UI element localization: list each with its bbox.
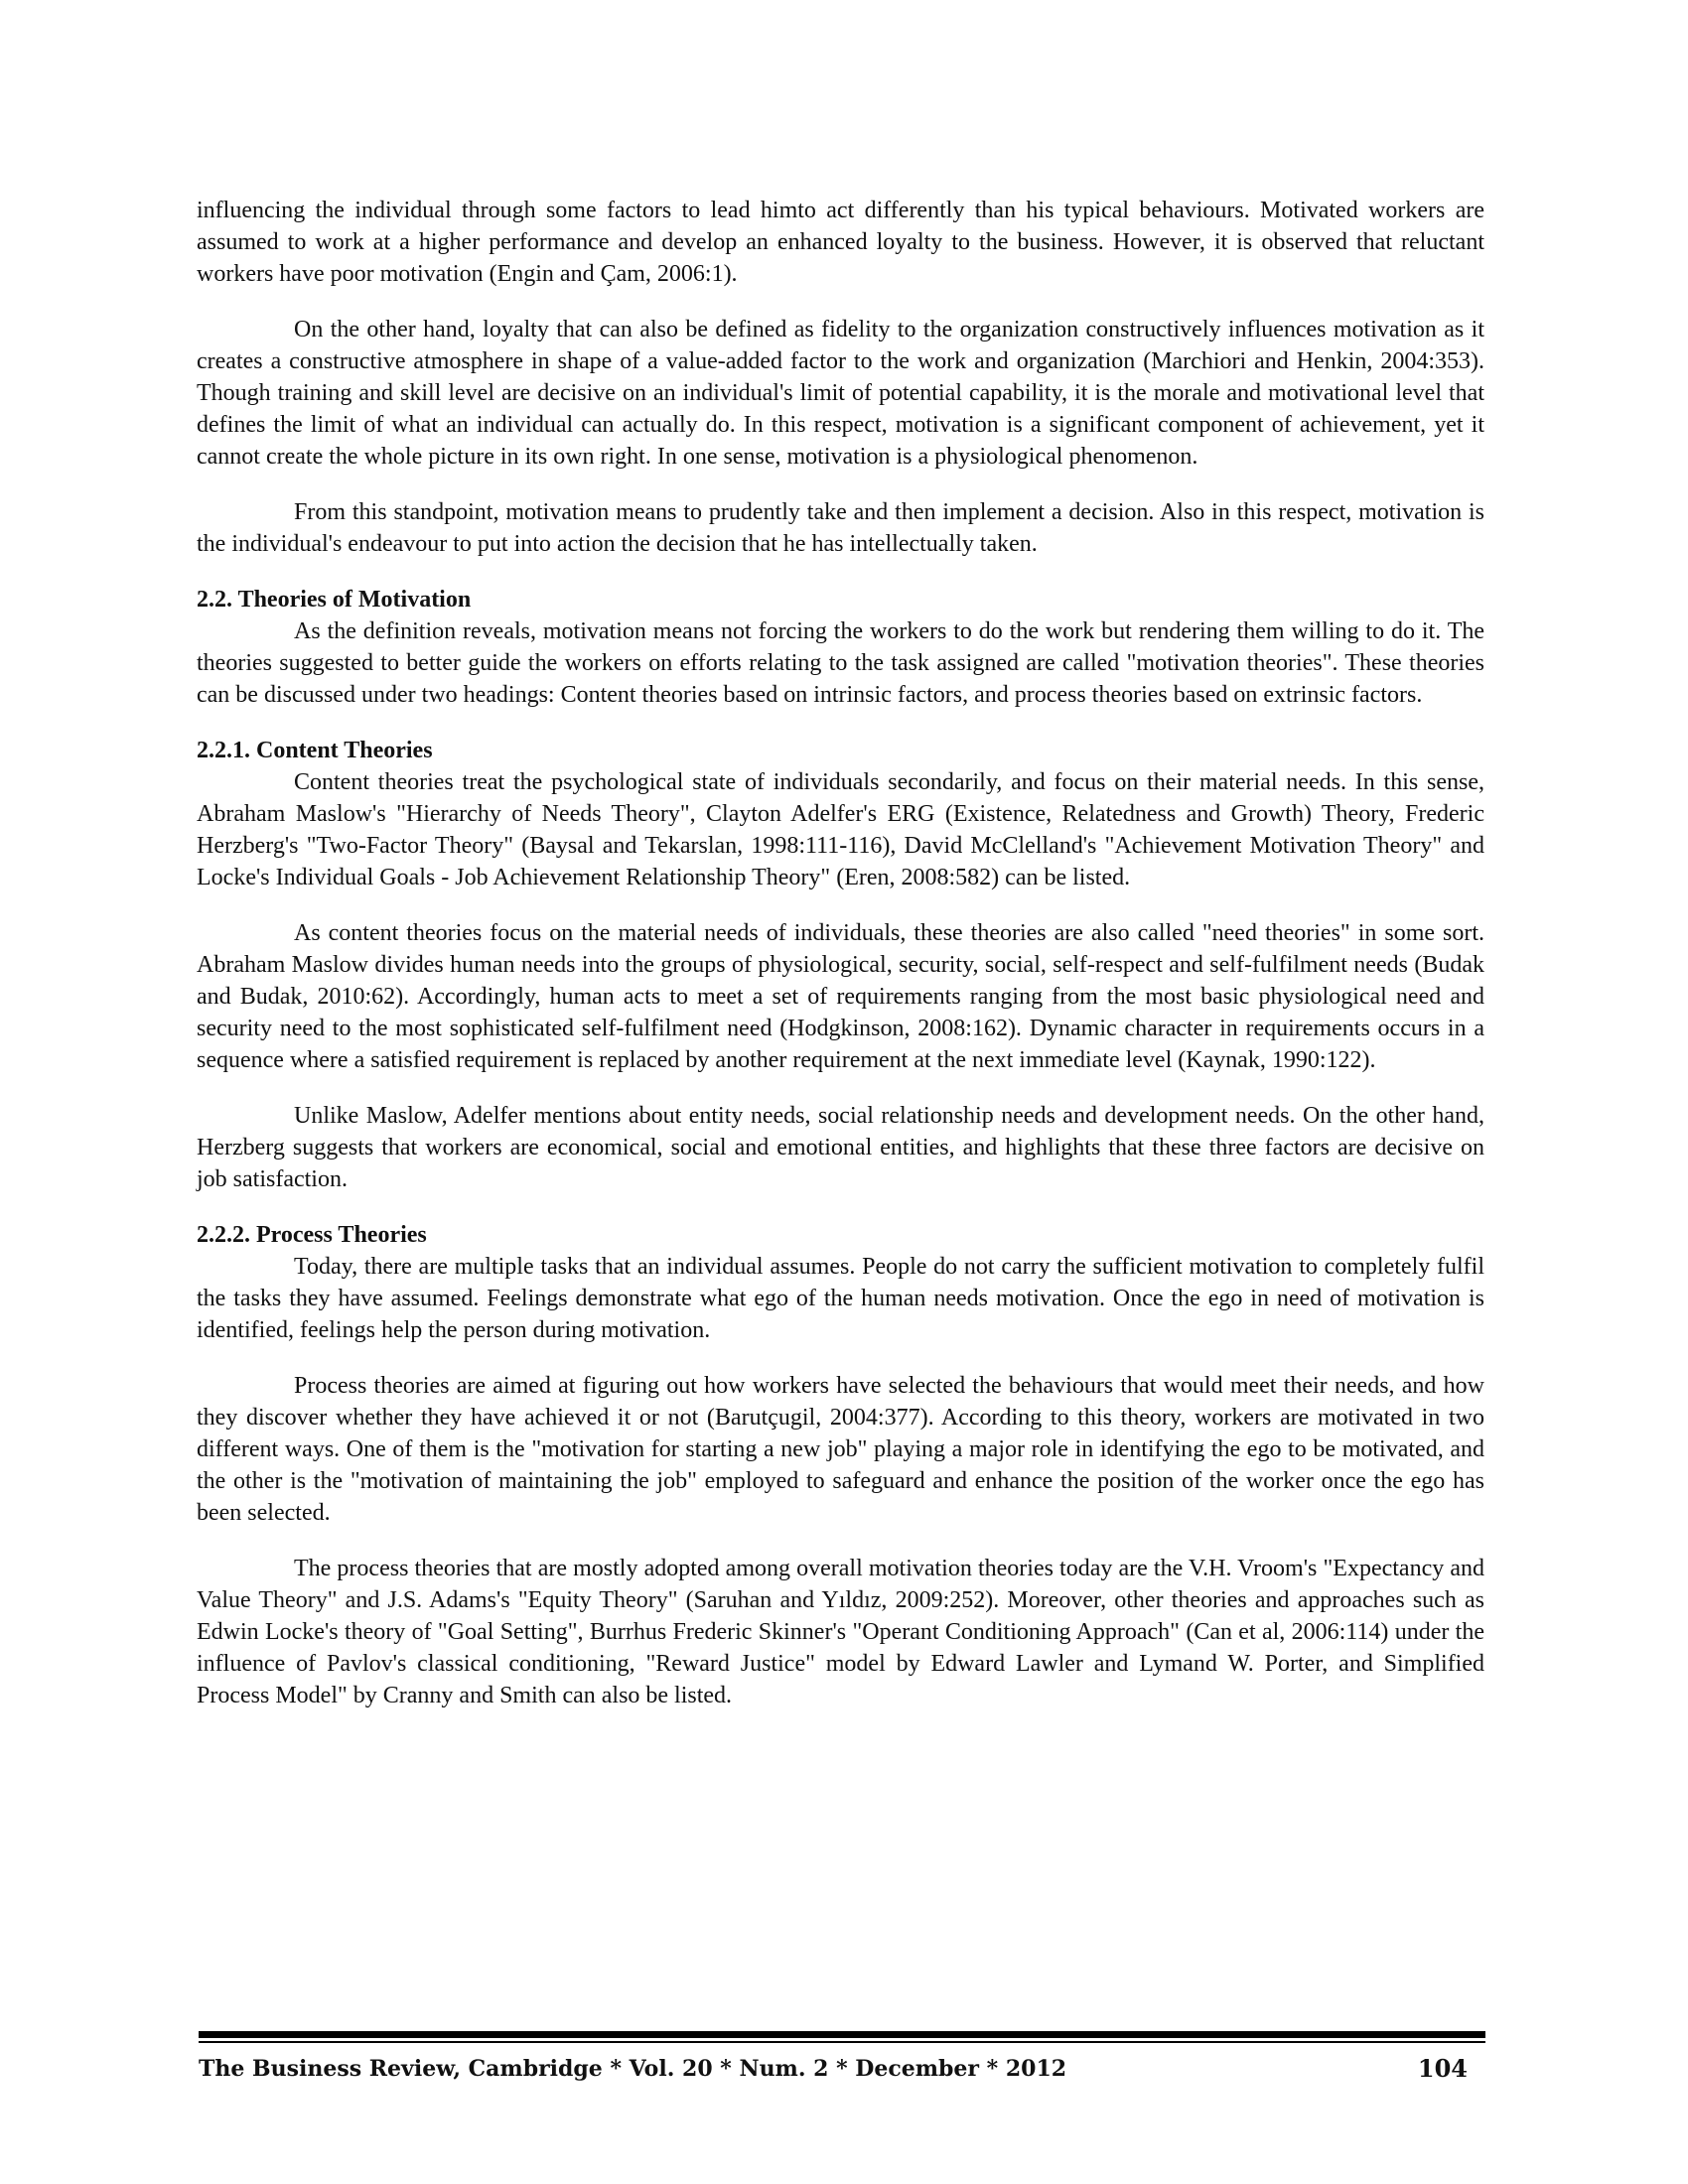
section-heading-process-theories: 2.2.2. Process Theories [197, 1222, 427, 1248]
paragraph-theories: As the definition reveals, motivation means not forcing the workers to do the work but rendering them willing to do it. The theories suggested to better guide the workers on efforts relating to the task assigned are called "motivation theories". These theories can be discussed under two headings: Content theories based on intrinsic factors, and process theories based on extrinsic factors. [197, 618, 1484, 708]
paragraph-content-theories: Content theories treat the psychological state of individuals secondarily, and focus on their material needs. In this sense, Abraham Maslow's "Hierarchy of Needs Theory", Clayton Adelfer's ERG (Existence, Relatedness and Growth) Theory, Frederic Herzberg's "Two-Factor Theory" (Baysal and Tekarslan, 1998:111-116), David McClelland's "Achievement Motivation Theory" and Locke's Individual Goals - Job Achievement Relationship Theory" (Eren, 2008:582) can be listed. [197, 769, 1484, 890]
paragraph-adelfer: Unlike Maslow, Adelfer mentions about entity needs, social relationship needs and development needs. On the other hand, Herzberg suggests that workers are economical, social and emotional entities, and highlights that these three factors are decisive on job satisfaction. [197, 1103, 1484, 1192]
section-heading-content-theories: 2.2.1. Content Theories [197, 738, 433, 763]
paragraph-intro-continuation: influencing the individual through some factors to lead himto act differently than his typical behaviours. Motivated workers are assumed to work at a higher performance and develop an enhanced loyalty to the business. However, it is observed that reluctant workers have poor motivation (Engin and Çam, 2006:1). [197, 198, 1484, 287]
footer-divider-thin [199, 2041, 1485, 2043]
paragraph-need-theories: As content theories focus on the material needs of individuals, these theories are also called "need theories" in some sort. Abraham Maslow divides human needs into the groups of physiological, security, social, self-respect and self-fulfilment needs (Budak and Budak, 2010:62). Accordingly, human acts to meet a set of requirements ranging from the most basic physiological need and security need to the most sophisticated self-fulfilment need (Hodgkinson, 2008:162). Dynamic character in requirements occurs in a sequence where a satisfied requirement is replaced by another requirement at the next immediate level (Kaynak, 1990:122). [197, 920, 1484, 1073]
body-text [197, 195, 1484, 1735]
paragraph-loyalty: On the other hand, loyalty that can also be defined as fidelity to the organization constructively influences motivation as it creates a constructive atmosphere in shape of a value-added factor to the work and organization (Marchiori and Henkin, 2004:353). Though training and skill level are decisive on an individual's limit of potential capability, it is the morale and motivational level that defines the limit of what an individual can actually do. In this respect, motivation is a significant component of achievement, yet it cannot create the whole picture in its own right. In one sense, motivation is a physiological phenomenon. [197, 317, 1484, 470]
page-number: 104 [1417, 2054, 1468, 2083]
journal-citation: The Business Review, Cambridge * Vol. 20 * Num. 2 * December * 2012 [199, 2056, 1067, 2082]
paragraph-standpoint: From this standpoint, motivation means to prudently take and then implement a decision. Also in this respect, motivation is the individual's endeavour to put into action the decision that he has intellectually taken. [197, 499, 1484, 557]
page-footer [199, 2049, 1485, 2089]
paragraph-multiple-tasks: Today, there are multiple tasks that an individual assumes. People do not carry the sufficient motivation to completely fulfil the tasks they have assumed. Feelings demonstrate what ego of the human needs motivation. Once the ego in need of motivation is identified, feelings help the person during motivation. [197, 1254, 1484, 1343]
paragraph-process-theories: Process theories are aimed at figuring out how workers have selected the behaviours that would meet their needs, and how they discover whether they have achieved it or not (Barutçugil, 2004:377). According to this theory, workers are motivated in two different ways. One of them is the "motivation for starting a new job" playing a major role in identifying the ego to be motivated, and the other is the "motivation of maintaining the job" employed to safeguard and enhance the position of the worker once the ego has been selected. [197, 1373, 1484, 1526]
footer-divider [199, 2031, 1485, 2038]
paragraph-adopted-theories: The process theories that are mostly adopted among overall motivation theories today are the V.H. Vroom's "Expectancy and Value Theory" and J.S. Adams's "Equity Theory" (Saruhan and Yıldız, 2009:252). Moreover, other theories and approaches such as Edwin Locke's theory of "Goal Setting", Burrhus Frederic Skinner's "Operant Conditioning Approach" (Can et al, 2006:114) under the influence of Pavlov's classical conditioning, "Reward Justice" model by Edward Lawler and Lymand W. Porter, and Simplified Process Model" by Cranny and Smith can also be listed. [197, 1556, 1484, 1708]
section-heading-theories: 2.2. Theories of Motivation [197, 587, 472, 613]
